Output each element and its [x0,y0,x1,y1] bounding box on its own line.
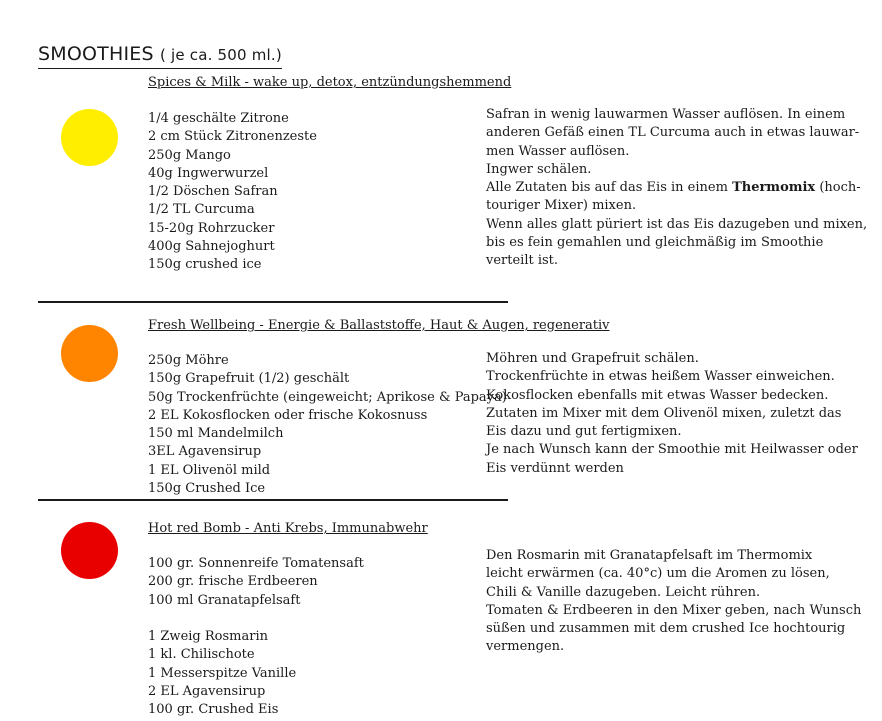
method-line: leicht erwärmen (ca. 40°c) um die Aromen zu lösen, [486,566,830,582]
ingredient-item: 2 EL Agavensirup [148,684,266,700]
ingredient-item: 400g Sahnejoghurt [148,239,275,255]
ingredient-list [148,352,507,498]
ingredient-item: 1/2 Döschen Safran [148,184,278,200]
method-line: süßen und zusammen mit dem crushed Ice hochtourig [486,621,846,637]
recipe-heading: Spices & Milk - wake up, detox, entzündungshemmend [148,75,512,90]
recipe-heading: Hot red Bomb - Anti Krebs, Immunabwehr [148,521,428,536]
ingredient-list [148,110,317,275]
method-line: Wenn alles glatt püriert ist das Eis dazugeben und mixen, [486,216,868,232]
ingredient-item [148,610,364,628]
method-line-bold: Thermomix [732,180,816,196]
ingredient-item: 1/4 geschälte Zitrone [148,111,289,126]
method-line: Eis verdünnt werden [486,460,624,476]
method-line: Ingwer schälen. [486,161,592,177]
method-line: Tomaten & Erdbeeren in den Mixer geben, nach Wunsch [486,602,862,618]
ingredient-item: 2 EL Kokosflocken oder frische Kokosnuss [148,407,428,423]
ingredient-item: 250g Mango [148,147,231,163]
ingredient-item: 150g Crushed Ice [148,481,266,497]
ingredient-item: 1 EL Olivenöl mild [148,462,271,478]
ingredient-item: 3EL Agavensirup [148,444,262,460]
ingredient-item: 2 cm Stück Zitronenzeste [148,129,317,145]
ingredient-item: 200 gr. frische Erdbeeren [148,574,318,590]
section-divider [38,301,508,303]
ingredient-item: 100 gr. Crushed Eis [148,702,279,718]
ingredient-item: 100 gr. Sonnenreife Tomatensaft [148,556,364,571]
ingredient-item: 1 Messerspitze Vanille [148,665,297,681]
ingredient-item: 50g Trockenfrüchte (eingeweicht; Aprikose & Papaya) [148,389,507,405]
ingredient-item: 40g Ingwerwurzel [148,165,269,181]
method-line: Trockenfrüchte in etwas heißem Wasser einweichen. [486,369,835,385]
method-line: verteilt ist. [486,253,559,269]
method-line [486,179,861,197]
method-line-part: (hoch- [815,180,861,196]
recipe-color-dot [61,522,118,579]
ingredient-item: 1 kl. Chilischote [148,647,255,663]
method-line: Den Rosmarin mit Granatapfelsaft im Thermomix [486,548,813,563]
method-text [486,106,868,271]
method-line: Eis dazu und gut fertigmixen. [486,424,682,440]
ingredient-item: 250g Möhre [148,353,229,368]
method-line: touriger Mixer) mixen. [486,198,637,214]
method-line: Safran in wenig lauwarmen Wasser auflösen. In einem [486,107,846,122]
method-line: men Wasser auflösen. [486,143,630,159]
method-line: Je nach Wunsch kann der Smoothie mit Heilwasser oder [486,442,858,458]
ingredient-item: 150 ml Mandelmilch [148,426,284,442]
ingredient-list [148,555,364,720]
ingredient-item: 150g crushed ice [148,257,262,273]
method-line: vermengen. [486,639,565,655]
method-line-part: Alle Zutaten bis auf das Eis in einem [486,180,733,196]
method-line: Kokosflocken ebenfalls mit etwas Wasser bedecken. [486,387,829,403]
page-title-main: SMOOTHIES [38,43,154,65]
method-text [486,350,856,478]
recipe-heading: Fresh Wellbeing - Energie & Ballaststoffe, Haut & Augen, regenerativ [148,318,610,333]
method-line: Zutaten im Mixer mit dem Olivenöl mixen, zuletzt das [486,405,842,421]
method-line: bis es fein gemahlen und gleichmäßig im Smoothie [486,235,824,251]
ingredient-item: 150g Grapefruit (1/2) geschält [148,371,350,387]
method-text [486,547,862,657]
ingredient-item: 1/2 TL Curcuma [148,202,255,218]
page-title-sub: ( je ca. 500 ml.) [159,46,282,64]
ingredient-item: 100 ml Granatapfelsaft [148,592,301,608]
method-line: Chili & Vanille dazugeben. Leicht rühren. [486,584,761,600]
section-divider [38,499,508,501]
ingredient-item: 15-20g Rohrzucker [148,220,275,236]
page-title [38,42,282,69]
recipe-color-dot [61,109,118,166]
method-line: Möhren und Grapefruit schälen. [486,351,699,366]
ingredient-item: 1 Zweig Rosmarin [148,629,268,645]
method-line: anderen Gefäß einen TL Curcuma auch in etwas lauwar- [486,125,860,141]
recipe-color-dot [61,325,118,382]
